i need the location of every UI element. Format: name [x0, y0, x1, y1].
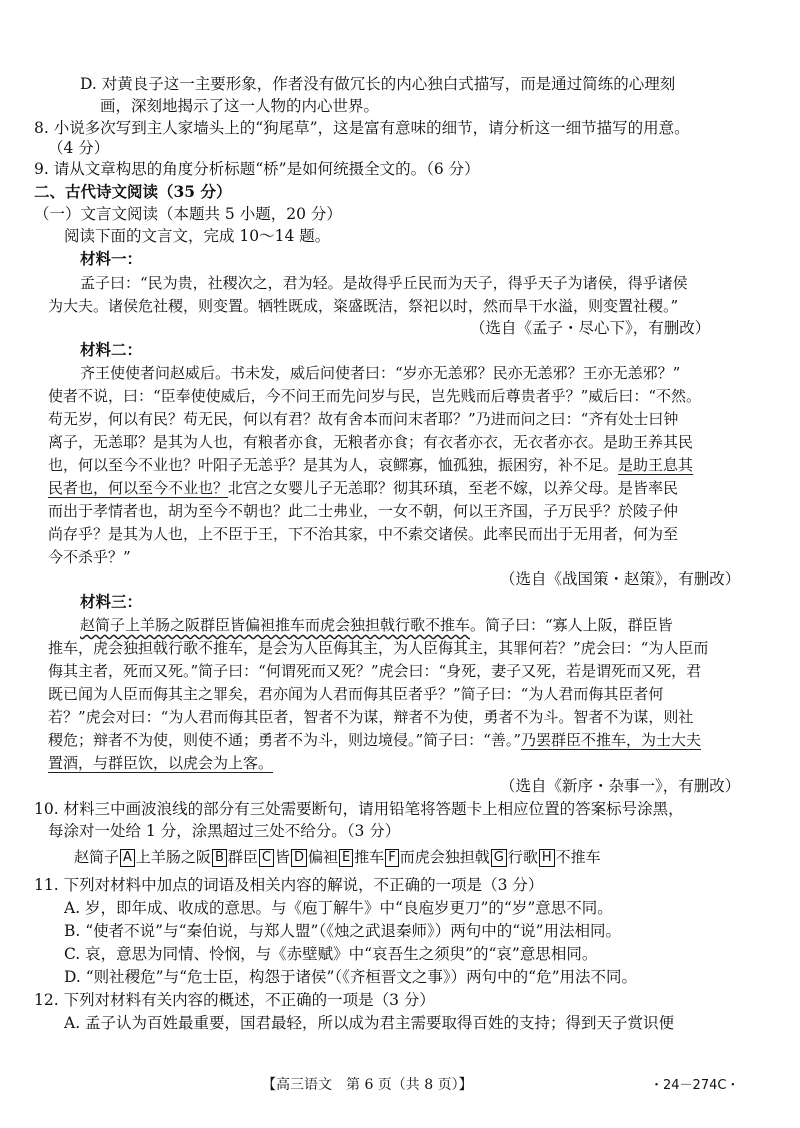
q11-option-d: D. “则社稷危”与“危士臣，构怨于诸侯”（《齐桓晋文之事》）两句中的“危”用法不同。: [64, 968, 638, 986]
q8-score: （4 分）: [48, 139, 110, 157]
underlined-sentence: 民者也，何以至今不业也？: [48, 479, 229, 497]
subsection-heading: （一）文言文阅读（本题共 5 小题，20 分）: [34, 205, 342, 223]
material-3-source: （选自《新序・杂事一》，有删改）: [500, 777, 741, 795]
material-1-label: 材料一：: [80, 249, 143, 268]
material-2-source: （选自《战国策・赵策》，有删改）: [500, 570, 741, 588]
section-heading: 二、古代诗文阅读（35 分）: [34, 182, 232, 201]
option-box-c[interactable]: C: [259, 849, 274, 867]
q7-option-d-line2: 画，深刻地揭示了这一人物的内心世界。: [100, 97, 380, 115]
page-footer: [0, 1074, 800, 1098]
option-box-f[interactable]: F: [385, 849, 398, 867]
reading-instruction: 阅读下面的文言文，完成 10～14 题。: [64, 227, 331, 245]
option-box-d[interactable]: D: [291, 849, 307, 867]
material-2-line: 苟无岁，何以有民？苟无民，何以有君？故有舍本而问末者耶？”乃进而问之曰：“齐有处士曰钟: [48, 410, 679, 428]
material-1-source: （选自《孟子・尽心下》，有删改）: [470, 319, 711, 337]
segment: 群臣: [227, 848, 258, 866]
material-3-line: 推车，虎会独担戟行歌不推车，是会为人臣侮其主，为人臣侮其主，其罪何若？”虎会曰：“为人臣而: [48, 639, 709, 657]
segment: 行歌: [507, 848, 538, 866]
material-3-line: [48, 729, 701, 751]
material-3-label: 材料三：: [80, 592, 143, 611]
material-2-line: [48, 477, 678, 499]
underlined-sentence: 乃罢群臣不推车，为士大夫: [521, 731, 702, 749]
footer-code: ・24－274C・: [650, 1078, 740, 1093]
material-3-line: 既已闻为人臣而侮其主之罪矣，君亦闻为人君而侮其臣者乎？”简子曰：“为人君而侮其臣者何: [48, 685, 664, 703]
material-1-line: 孟子曰：“民为贵，社稷次之，君为轻。是故得乎丘民而为天子，得乎天子为诸侯，得乎诸侯: [80, 274, 688, 292]
material-2-line: [48, 454, 693, 476]
material-3-line: [48, 752, 273, 774]
segment: 推车: [354, 848, 385, 866]
segment: 不推车: [555, 848, 601, 866]
q11-option-b: B. “使者不说”与“秦伯说，与郑人盟”（《烛之武退秦师》）两句中的“说”用法相同。: [64, 922, 622, 940]
option-box-g[interactable]: G: [491, 849, 507, 867]
material-2-label: 材料二：: [80, 340, 143, 359]
material-2-line: 离子，无恙耶？是其为人也，有粮者亦食，无粮者亦食；有衣者亦衣，无衣者亦衣。是助王养其民: [48, 433, 694, 451]
q12-option-a: A. 孟子认为百姓最重要，国君最轻，所以成为君主需要取得百姓的支持；得到天子赏识便: [64, 1014, 675, 1032]
material-2-text: 也，何以至今不业也？叶阳子无恙乎？是其为人，哀鳏寡，恤孤独，振困穷，补不足。: [48, 456, 619, 474]
underlined-sentence: 是助王息其: [618, 456, 694, 474]
segment: 上羊肠之阪: [135, 848, 211, 866]
segment: 皆: [274, 848, 290, 866]
segment: 赵简子: [74, 848, 120, 866]
q7-option-d-line1: D. 对黄良子这一主要形象，作者没有做冗长的内心独白式描写，而是通过简练的心理刻: [80, 75, 676, 93]
option-box-h[interactable]: H: [539, 849, 555, 867]
material-2-text: 北宫之女婴儿子无恙耶？彻其环瑱，至老不嫁，以养父母。是皆率民: [228, 479, 679, 497]
wavy-underlined-passage: 赵简子上羊肠之阪群臣皆偏袒推车而虎会独担戟行歌不推车: [80, 616, 471, 634]
material-2-line: 今不杀乎？”: [48, 548, 131, 566]
option-box-b[interactable]: B: [212, 849, 227, 867]
q10-text: 10. 材料三中画波浪线的部分有三处需要断句，请用铅笔将答题卡上相应位置的答案标号涂黑，: [34, 800, 684, 818]
q8-text: 8. 小说多次写到主人家墙头上的“狗尾草”，这是富有意味的细节，请分析这一细节描写的用意。: [34, 119, 690, 137]
q11-option-c: C. 哀，意思为同情、怜悯，与《赤壁赋》中“哀吾生之须臾”的“哀”意思相同。: [64, 945, 598, 963]
material-2-line: 尚存乎？是其为人也，上不臣于王，下不治其家，中不索交诸侯。此率民而出于无用者，何为至: [48, 525, 679, 543]
material-2-line: 使者不说，曰：“臣奉使使威后，今不问王而先问岁与民，岂先贱而后尊贵者乎？”威后曰：“不然。: [48, 387, 702, 405]
material-1-line: 为大夫。诸侯危社稷，则变置。牺牲既成，粢盛既洁，祭祀以时，然而旱干水溢，则变置社稷。”: [48, 297, 679, 315]
q11-text: 11. 下列对材料中加点的词语及相关内容的解说，不正确的一项是（3 分）: [34, 876, 544, 894]
q12-text: 12. 下列对材料有关内容的概述，不正确的一项是（3 分）: [34, 991, 435, 1009]
material-3-text: 稷危；辩者不为使，则使不通；勇者不为斗，则边境侵。”简子曰：“善。”: [48, 731, 522, 749]
material-2-line: 齐王使使者问赵威后。书未发，威后问使者曰：“岁亦无恙邪？民亦无恙邪？王亦无恙邪？”: [80, 364, 681, 382]
q11-option-a: A. 岁，即年成、收成的意思。与《庖丁解牛》中“良庖岁更刀”的“岁”意思不同。: [64, 899, 613, 917]
option-box-a[interactable]: A: [120, 849, 135, 867]
q10-answer-options: [74, 846, 601, 868]
material-2-line: 而出于孝情者也，胡为至今不朝也？此二士弗业，一女不朝，何以王齐国，子万民乎？於陵子仲: [48, 502, 679, 520]
underlined-sentence: 置酒，与群臣饮，以虎会为上客。: [48, 754, 274, 772]
material-3-line: [80, 614, 673, 636]
q9-text: 9. 请从文章构思的角度分析标题“桥”是如何统摄全文的。（6 分）: [34, 160, 480, 178]
footer-page-info: 【高三语文 第 6 页（共 8 页）】: [262, 1077, 473, 1093]
segment: 偏袒: [307, 848, 338, 866]
material-3-text: 。简子曰：“寡人上阪，群臣皆: [470, 616, 673, 634]
option-box-e[interactable]: E: [339, 849, 353, 867]
segment: 而虎会独担戟: [399, 848, 490, 866]
material-3-line: 若？”虎会对曰：“为人君而侮其臣者，智者不为谋，辩者不为使，勇者不为斗。智者不为谋，则社: [48, 708, 694, 726]
q10-text-line2: 每涂对一处给 1 分，涂黑超过三处不给分。（3 分）: [48, 822, 401, 840]
material-3-line: 侮其主者，死而又死。”简子曰：“何谓死而又死？”虎会曰：“身死，妻子又死，若是谓死而又死，君: [48, 662, 702, 680]
